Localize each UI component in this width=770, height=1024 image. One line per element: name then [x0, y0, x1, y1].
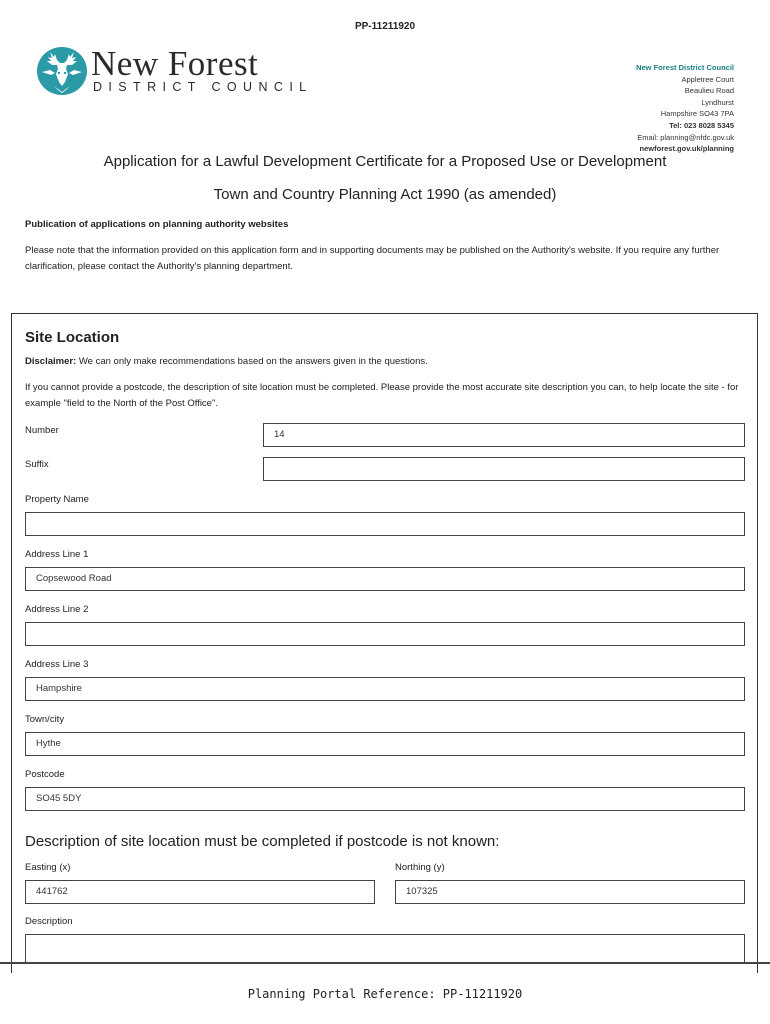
council-logo: [36, 44, 313, 100]
address-line-1-label: Address Line 1: [25, 549, 89, 560]
planning-portal-reference: Planning Portal Reference: PP-11211920: [247, 987, 523, 1001]
form-subtitle: Town and Country Planning Act 1990 (as amended): [213, 186, 557, 203]
address-line-3-field[interactable]: Hampshire: [25, 677, 745, 701]
disclaimer-text: We can only make recommendations based on the answers given in the questions.: [76, 356, 428, 367]
address-line-2: Beaulieu Road: [684, 86, 734, 96]
reference-number: PP-11211920: [354, 21, 416, 32]
description-field[interactable]: [25, 934, 745, 964]
northing-field[interactable]: 107325: [395, 880, 745, 904]
number-label: Number: [25, 425, 59, 436]
easting-field[interactable]: 441762: [25, 880, 375, 904]
property-name-field[interactable]: [25, 512, 745, 536]
council-address: [534, 62, 734, 155]
publication-heading: Publication of applications on planning authority websites: [25, 219, 289, 230]
address-line-1-field[interactable]: Copsewood Road: [25, 567, 745, 591]
suffix-label: Suffix: [25, 459, 49, 470]
address-line-2-field[interactable]: [25, 622, 745, 646]
disclaimer-label: Disclaimer:: [25, 356, 77, 367]
address-line-2-label: Address Line 2: [25, 604, 89, 615]
address-line-1: Appletree Court: [681, 74, 734, 84]
town-city-field[interactable]: Hythe: [25, 732, 745, 756]
number-field[interactable]: 14: [263, 423, 745, 447]
town-city-label: Town/city: [25, 714, 65, 725]
description-label: Description: [25, 916, 73, 927]
description-heading: Description of site location must be completed if postcode is not known:: [25, 833, 500, 850]
form-title: Application for a Lawful Development Certificate for a Proposed Use or Development: [103, 153, 667, 170]
page-divider: [0, 962, 770, 964]
address-tel: Tel: 023 8028 5345: [669, 120, 734, 130]
suffix-field[interactable]: [263, 457, 745, 481]
publication-text: Please note that the information provided on this application form and in supporting documents may be published on the Authority's website. If you require any further clarification, please contact the Authority's planning department.: [25, 245, 720, 272]
address-line-3: Lyndhurst: [701, 97, 734, 107]
disclaimer: [25, 356, 428, 367]
address-line-4: Hampshire SO43 7PA: [660, 109, 734, 119]
logo-subtitle: DISTRICT COUNCIL: [93, 80, 313, 94]
address-line-3-label: Address Line 3: [25, 659, 89, 670]
stag-head-icon: [36, 46, 88, 96]
site-instruction: If you cannot provide a postcode, the description of site location must be completed. Please provide the most accurate site description you can, to help locate the site - for example "field to the North of the Post Office".: [25, 382, 739, 409]
section-title: Site Location: [25, 329, 120, 346]
easting-label: Easting (x): [25, 862, 71, 873]
address-email: Email: planning@nfdc.gov.uk: [637, 132, 734, 142]
postcode-label: Postcode: [25, 769, 65, 780]
logo-title: New Forest: [91, 44, 259, 83]
address-web: newforest.gov.uk/planning: [639, 144, 734, 154]
address-org: New Forest District Council: [636, 63, 734, 72]
postcode-field[interactable]: SO45 5DY: [25, 787, 745, 811]
northing-label: Northing (y): [395, 862, 445, 873]
property-name-label: Property Name: [25, 494, 89, 505]
